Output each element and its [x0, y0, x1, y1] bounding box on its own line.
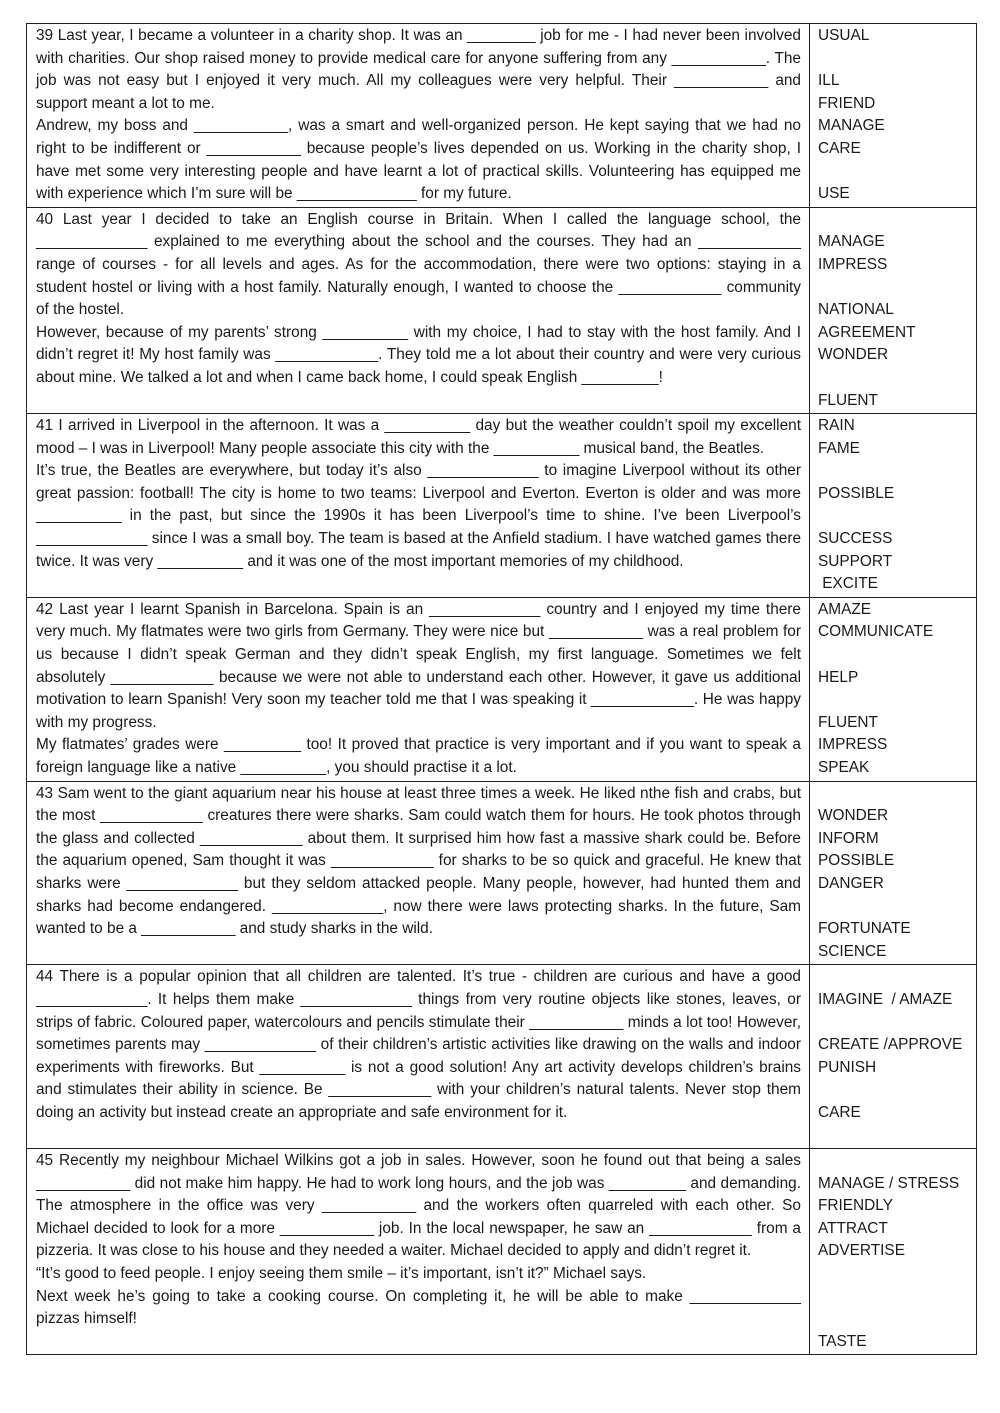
word-form: [818, 209, 968, 232]
exercise-row: [27, 1149, 977, 1355]
word-form: [818, 644, 968, 667]
word-form: WONDER: [818, 346, 889, 364]
word-form: [818, 1125, 968, 1148]
exercise-paragraph: 44 There is a popular opinion that all children are talented. It’s true - children are curious and have a good _____________. It helps them make _____________ things from very routine objects like stones, leaves, or strips of fabric. Coloured paper, watercolours and pencils stimulate their ___________ minds a lot too! However, sometimes parents may _____________ of their children’s artistic activities like drawing on the walls and indoor experiments with fireworks. But __________ is not a good solution! Any art activity develops children’s brains and stimulates their ability in science. Be ____________ with your children’s natural talents. Never stop them doing an activity but instead create an appropriate and safe environment for it.: [36, 968, 801, 1121]
word-form: CREATE /APPROVE: [818, 1036, 963, 1054]
word-form: NATIONAL: [818, 301, 894, 319]
word-form: SUPPORT: [818, 552, 893, 570]
word-form: [818, 966, 968, 989]
word-form: ATTRACT: [818, 1219, 888, 1237]
word-form: TASTE: [818, 1332, 867, 1350]
exercise-paragraph: 40 Last year I decided to take an English course in Britain. When I called the language school, the _____________ explained to me everything about the school and the courses. They had an ____________ range of courses - for all levels and ages. As for the accommodation, there were two options: staying in a student hostel or living with a host family. Naturally enough, I wanted to choose the ____________ community of the hostel.: [36, 210, 801, 319]
word-form: [818, 1150, 968, 1173]
exercise-row: [27, 24, 977, 208]
word-form: WONDER: [818, 807, 889, 825]
word-form: [818, 277, 968, 300]
word-form: [818, 48, 968, 71]
exercise-paragraph: “It’s good to feed people. I enjoy seeing them smile – it’s important, isn’t it?” Michael says.: [36, 1265, 647, 1283]
word-form: FRIENDLY: [818, 1197, 893, 1215]
word-forms-cell: [810, 965, 977, 1149]
word-form: RAIN: [818, 417, 855, 435]
exercise-paragraph: 41 I arrived in Liverpool in the afternoon. It was a __________ day but the weather couldn’t spoil my excellent mood – I was in Liverpool! Many people associate this city with the __________ musical band, the Beatles.: [36, 417, 801, 457]
word-form: COMMUNICATE: [818, 623, 934, 641]
word-form: [818, 161, 968, 184]
exercise-text-cell: [27, 597, 810, 781]
word-form: SUCCESS: [818, 530, 893, 548]
word-form: MANAGE: [818, 233, 885, 251]
exercise-table: [26, 23, 977, 1355]
word-forms-cell: [810, 781, 977, 965]
word-form: [818, 1263, 968, 1286]
exercise-paragraph: Next week he’s going to take a cooking course. On completing it, he will be able to make _____________ pizzas himself!: [36, 1287, 801, 1328]
exercise-paragraph: 39 Last year, I became a volunteer in a charity shop. It was an ________ job for me - I had never been involved with charities. Our shop raised money to provide medical care for anyone suffering from any ___________. The job was not easy but I enjoyed it very much. All my colleagues were very helpful. Their ___________ and support meant a lot to me.: [36, 27, 801, 112]
word-form: ILL: [818, 72, 840, 90]
word-form: SCIENCE: [818, 942, 887, 960]
exercise-text-cell: [27, 24, 810, 208]
exercise-paragraph: 43 Sam went to the giant aquarium near his house at least three times a week. He liked nthe fish and crabs, but the most ____________ creatures there were sharks. Sam could watch them for hours. He took photos through the glass and collected ____________ about them. It surprised him how fast a massive shark could be. Before the aquarium opened, Sam thought it was ____________ for sharks to be so quick and graceful. He knew that sharks were _____________ but they seldom attacked people. Many people, however, had hunted them and sharks had become endangered. _____________, now there were laws protecting sharks. In the future, Sam wanted to be a ___________ and study sharks in the wild.: [36, 784, 801, 938]
word-form: POSSIBLE: [818, 852, 895, 870]
word-form: [818, 1308, 968, 1331]
word-form: [818, 367, 968, 390]
word-forms-cell: [810, 207, 977, 413]
exercise-text-cell: [27, 207, 810, 413]
word-form: USE: [818, 185, 850, 203]
word-form: CARE: [818, 1103, 861, 1121]
exercise-paragraph: My flatmates’ grades were _________ too! It proved that practice is very important and if you want to speak a foreign language like a native __________, you should practise it a lot.: [36, 736, 801, 776]
word-form: MANAGE / STRESS: [818, 1174, 960, 1192]
exercise-rows: [27, 24, 977, 1355]
exercise-text-cell: [27, 1149, 810, 1355]
word-form: [818, 1079, 968, 1102]
word-form: AMAZE: [818, 600, 872, 618]
word-forms-cell: [810, 414, 977, 598]
word-form: FORTUNATE: [818, 920, 911, 938]
word-forms-cell: [810, 1149, 977, 1355]
word-form: ADVERTISE: [818, 1242, 905, 1260]
word-form: EXCITE: [818, 575, 878, 593]
word-form: MANAGE: [818, 117, 885, 135]
word-form: DANGER: [818, 874, 884, 892]
exercise-paragraph: 42 Last year I learnt Spanish in Barcelona. Spain is an _____________ country and I enjoyed my time there very much. My flatmates were two girls from Germany. They were nice but ___________ was a real problem for us because I didn’t speak German and they didn’t speak English, my first language. Sometimes we felt absolutely ____________ because we were not able to understand each other. However, it gave us additional motivation to learn Spanish! Very soon my teacher told me that I was speaking it ____________. He was happy with my progress.: [36, 600, 801, 731]
word-form: IMPRESS: [818, 736, 888, 754]
word-form: [818, 896, 968, 919]
word-form: [818, 1286, 968, 1309]
word-form: IMAGINE / AMAZE: [818, 990, 953, 1008]
exercise-row: [27, 965, 977, 1149]
exercise-row: [27, 597, 977, 781]
exercise-paragraph: 45 Recently my neighbour Michael Wilkins got a job in sales. However, soon he found out that being a sales ___________ did not make him happy. He had to work long hours, and the job was _________ and demanding. The atmosphere in the office was very ___________ and the workers often quarreled with each other. So Michael decided to look for a more ___________ job. In the local newspaper, he saw an ____________ from a pizzeria. It was close to his house and they needed a waiter. Michael decided to apply and didn’t regret it.: [36, 1152, 801, 1260]
exercise-row: [27, 414, 977, 598]
word-form: [818, 783, 968, 806]
exercise-row: [27, 781, 977, 965]
exercise-row: [27, 207, 977, 413]
exercise-text-cell: [27, 965, 810, 1149]
exercise-paragraph: However, because of my parents’ strong __________ with my choice, I had to stay with the host family. And I didn’t regret it! My host family was ____________. They told me a lot about their country and were very curious about mine. We talked a lot and when I came back home, I could speak English _________!: [36, 323, 801, 386]
word-form: CARE: [818, 139, 861, 157]
word-form: [818, 1012, 968, 1035]
word-form: [818, 460, 968, 483]
word-forms-cell: [810, 24, 977, 208]
word-form: FAME: [818, 439, 860, 457]
word-form: AGREEMENT: [818, 323, 916, 341]
word-form: INFORM: [818, 829, 879, 847]
exercise-text-cell: [27, 414, 810, 598]
word-forms-cell: [810, 597, 977, 781]
exercise-paragraph: Andrew, my boss and ___________, was a smart and well-organized person. He kept saying that we had no right to be indifferent or ___________ because people’s lives depended on us. Working in the charity shop, I have met some very interesting people and have learnt a lot of practical skills. Volunteering has equipped me with experience which I’m sure will be ______________ for my future.: [36, 117, 801, 203]
word-form: FRIEND: [818, 94, 876, 112]
word-form: SPEAK: [818, 759, 870, 776]
word-form: PUNISH: [818, 1058, 877, 1076]
word-form: POSSIBLE: [818, 484, 895, 502]
word-form: USUAL: [818, 27, 870, 44]
word-form: HELP: [818, 668, 859, 686]
exercise-text-cell: [27, 781, 810, 965]
exercise-paragraph: It’s true, the Beatles are everywhere, but today it’s also _____________ to imagine Liverpool without its other great passion: football! The city is home to two teams: Liverpool and Everton. Everton is older and was more __________ in the past, but since the 1990s it has been Liverpool’s time to shine. I’ve been Liverpool’s _____________ since I was a small boy. The team is based at the Anfield stadium. I have watched games there twice. It was very __________ and it was one of the most important memories of my childhood.: [36, 462, 801, 570]
word-form: FLUENT: [818, 713, 878, 731]
word-form: [818, 505, 968, 528]
word-form: [818, 689, 968, 712]
word-form: FLUENT: [818, 391, 878, 409]
word-form: IMPRESS: [818, 255, 888, 273]
